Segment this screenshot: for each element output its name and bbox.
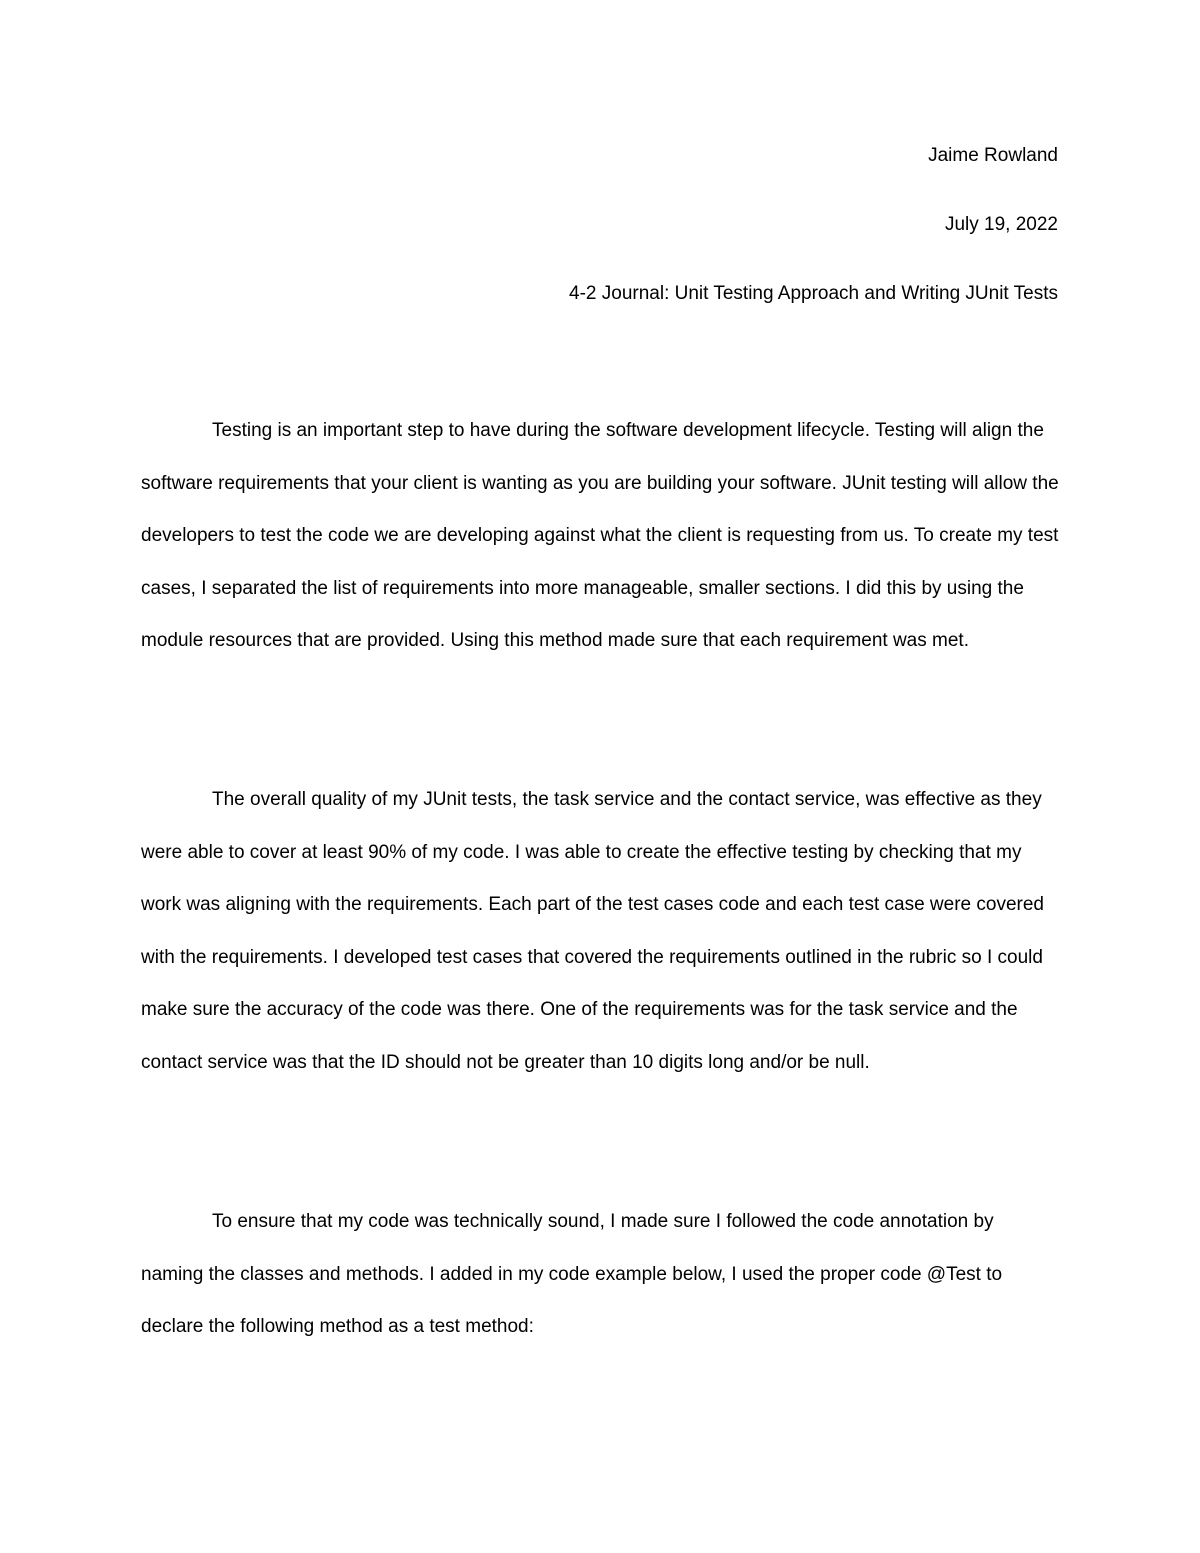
paragraph: To ensure that my code was technically sound, I made sure I followed the code annotation by naming the classes and methods. I added in my code example below, I used the proper code @Test to declare the following method as a test method: bbox=[141, 1211, 1003, 1338]
paragraph-block-3 bbox=[141, 1196, 1061, 1354]
paragraph-block-2 bbox=[141, 774, 1061, 1090]
paragraph: Testing is an important step to have during the software development lifecycle. Testing will align the software requirements that your client is wanting as you are building your software. JUnit testing will allow the developers to test the code we are developing against what the client is requesting from us. To create my test cases, I separated the list of requirements into more manageable, smaller sections. I did this by using the module resources that are provided. Using this method made sure that each requirement was met. bbox=[141, 420, 1059, 652]
document-date: July 19, 2022 bbox=[944, 214, 1058, 235]
paragraph-block-1 bbox=[141, 405, 1061, 668]
paragraph: The overall quality of my JUnit tests, the task service and the contact service, was effective as they were able to cover at least 90% of my code. I was able to create the effective testing by checking that my work was aligning with the requirements. Each part of the test cases code and each test case were covered with the requirements. I developed test cases that covered the requirements outlined in the rubric so I could make sure the accuracy of the code was there. One of the requirements was for the task service and the contact service was that the ID should not be greater than 10 digits long and/or be null. bbox=[141, 789, 1044, 1073]
document-title: 4-2 Journal: Unit Testing Approach and Writing JUnit Tests bbox=[569, 283, 1058, 304]
author-name: Jaime Rowland bbox=[928, 145, 1058, 166]
